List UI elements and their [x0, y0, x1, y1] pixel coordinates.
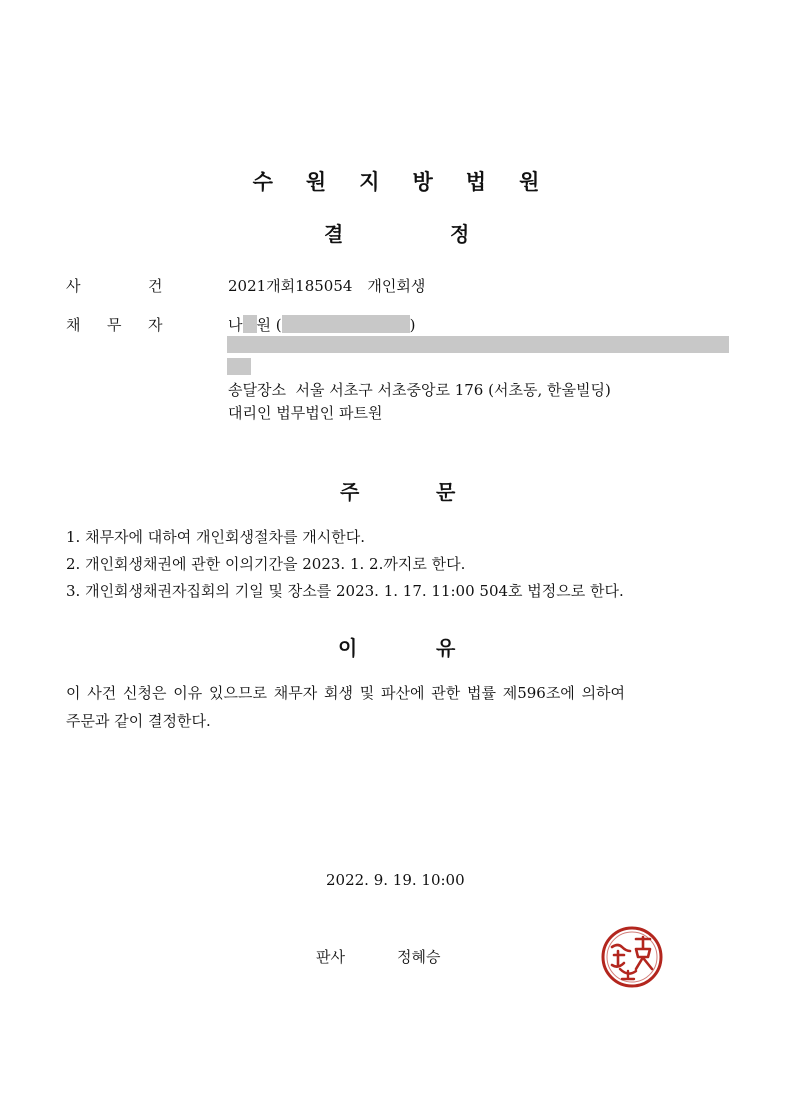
- reason-heading-char-1: 이: [338, 636, 358, 660]
- court-char: 방: [412, 170, 434, 194]
- debtor-label-char-2: 무: [107, 316, 122, 334]
- reason-line-2: 주문과 같이 결정한다.: [66, 712, 211, 730]
- service-label: 송달장소: [228, 381, 286, 399]
- debtor-label-char-1: 채: [66, 316, 81, 334]
- judge-name: 정혜승: [397, 948, 441, 966]
- redaction-box: [243, 315, 257, 333]
- debtor-name-close: ): [409, 316, 416, 334]
- court-char: 수: [252, 170, 274, 194]
- judge-seal-stamp: [600, 925, 664, 989]
- redaction-box: [282, 315, 410, 333]
- order-item-2: 2. 개인회생채권에 관한 이의기간을 2023. 1. 2.까지로 한다.: [66, 555, 466, 573]
- case-number: 2021개회185054 개인회생: [228, 277, 426, 295]
- order-item-3: 3. 개인회생채권자집회의 기일 및 장소를 2023. 1. 17. 11:00 504호 법정으로 한다.: [66, 582, 624, 600]
- service-address-line: [228, 379, 611, 400]
- case-label-char-1: 사: [66, 277, 81, 295]
- debtor-name-last: 원 (: [256, 316, 282, 334]
- court-char: 지: [359, 170, 381, 194]
- redaction-box-address: [227, 336, 729, 353]
- judge-title: 판사: [316, 948, 345, 966]
- debtor-label-char-3: 자: [148, 316, 163, 334]
- case-label-char-2: 건: [148, 277, 163, 295]
- decision-title-char-2: 정: [450, 222, 470, 246]
- reason-heading-char-2: 유: [436, 636, 456, 660]
- court-char: 원: [519, 170, 541, 194]
- order-item-1: 1. 채무자에 대하여 개인회생절차를 개시한다.: [66, 528, 365, 546]
- debtor-name: [228, 314, 415, 335]
- agent-line: 대리인 법무법인 파트원: [228, 404, 383, 422]
- decision-title-char-1: 결: [324, 222, 344, 246]
- service-address: 서울 서초구 서초중앙로 176 (서초동, 한울빌딩): [295, 381, 611, 399]
- debtor-name-first: 나: [228, 316, 243, 334]
- order-heading-char-2: 문: [436, 480, 456, 504]
- redaction-box-address-cont: [227, 358, 251, 375]
- reason-line-1: 이 사건 신청은 이유 있으므로 채무자 회생 및 파산에 관한 법률 제596조에 의하여: [66, 684, 626, 702]
- court-title: [0, 166, 793, 196]
- court-char: 법: [465, 170, 488, 194]
- court-char: 원: [305, 170, 328, 194]
- order-heading-char-1: 주: [340, 480, 360, 504]
- decision-date: 2022. 9. 19. 10:00: [326, 871, 465, 889]
